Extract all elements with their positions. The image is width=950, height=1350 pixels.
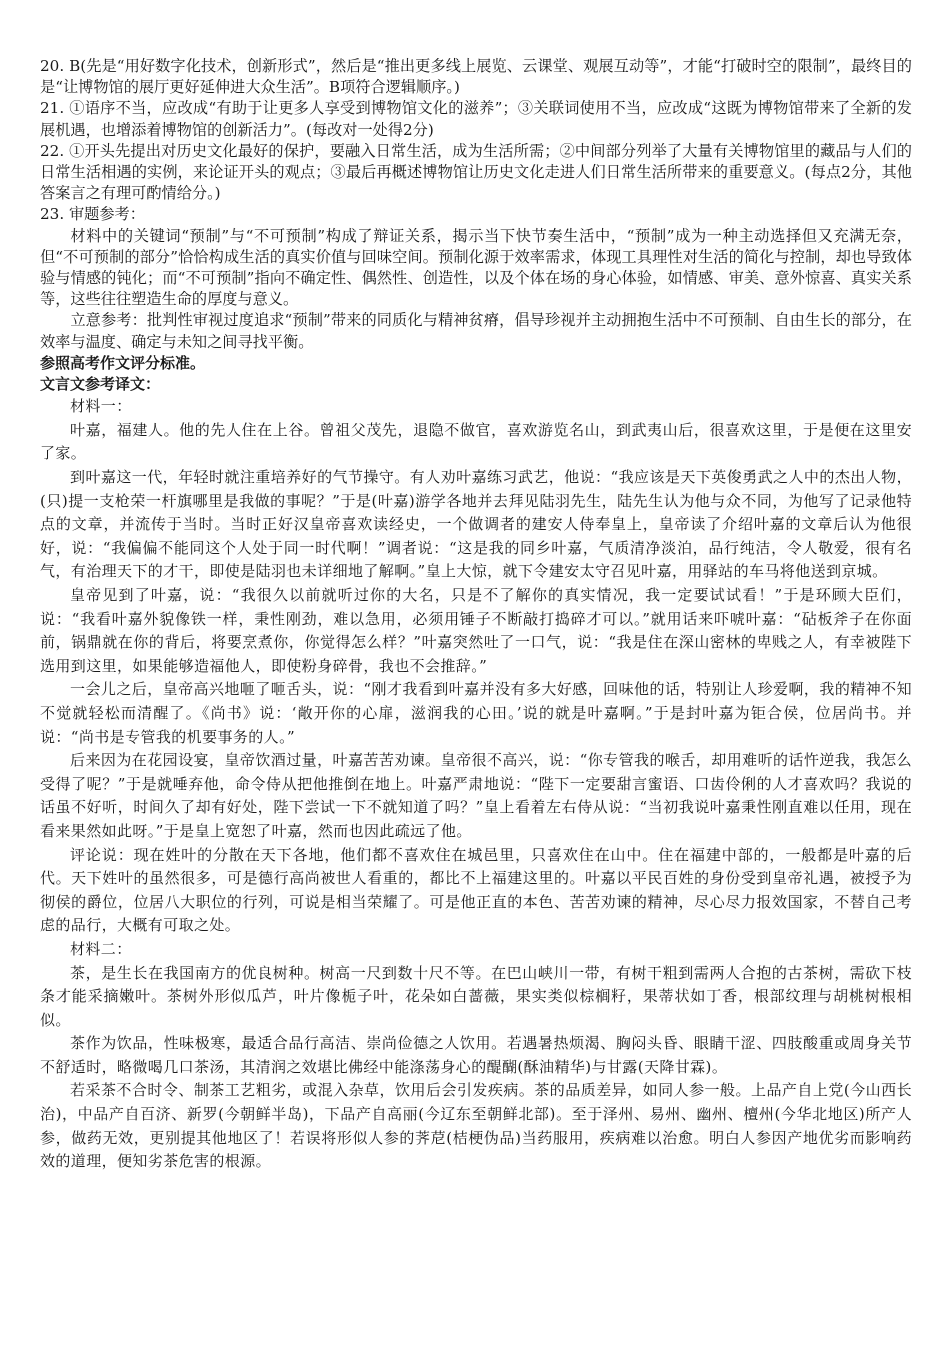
material-2-paragraph: 若采茶不合时令、制茶工艺粗劣，或混入杂草，饮用后会引发疾病。茶的品质差异，如同人参一般。上品产自上党(今山西长治)，中品产自百济、新罗(今朝鲜半岛)，下品产自高丽(今辽东至朝鲜北部)。至于泽州、易州、幽州、檀州(今华北地区)所产人参，做药无效，更别提其他地区了！若误将形似人参的荠苨(桔梗伪品)当药服用，疾病难以治愈。明白人参因产地优劣而影响药效的道理，便知劣茶危害的根源。	[40, 1081, 912, 1171]
answer-23-thesis: 立意参考：批判性审视过度追求“预制”带来的同质化与精神贫瘠，倡导珍视并主动拥抱生活中不可预制、自由生长的部分，在效率与温度、确定与未知之间寻找平衡。	[40, 311, 912, 351]
scoring-note: 参照高考作文评分标准。	[40, 353, 206, 372]
material-2-label: 材料二：	[70, 939, 132, 958]
answer-21: 21. ①语序不当，应改成“有助于让更多人享受到博物馆文化的滋养”；③关联词使用不当，应改成“这既为博物馆带来了全新的发展机遇，也增添着博物馆的创新活力”。(每改对一处得2分)	[40, 99, 912, 139]
answer-23-analysis: 材料中的关键词“预制”与“不可预制”构成了辩证关系，揭示当下快节奏生活中，“预制”成为一种主动选择但又充满无奈，但“不可预制的部分”恰恰构成生活的真实价值与回味空间。预制化源于效率需求，体现工具理性对生活的简化与控制，却也导致体验与情感的钝化；而“不可预制”指向不确定性、偶然性、创造性，以及个体在场的身心体验，如情感、审美、意外惊喜、真实关系等，这些往往塑造生命的厚度与意义。	[40, 226, 912, 309]
answer-20: 20. B(先是“用好数字化技术，创新形式”，然后是“推出更多线上展览、云课堂、观展互动等”，才能“打破时空的限制”，最终目的是“让博物馆的展厅更好延伸进大众生活”。B项符合逻辑顺序。)	[40, 57, 912, 97]
material-1-paragraph: 皇帝见到了叶嘉，说：“我很久以前就听过你的大名，只是不了解你的真实情况，我一定要试试看！”于是环顾大臣们，说：“我看叶嘉外貌像铁一样，秉性刚劲，难以急用，必须用锤子不断敲打捣碎才可以。”就用话来吓唬叶嘉：“砧板斧子在你面前，锅鼎就在你的背后，将要烹煮你，你觉得怎么样？”叶嘉突然吐了一口气，说：“我是住在深山密林的卑贱之人，有幸被陛下选用到这里，如果能够造福他人，即使粉身碎骨，我也不会推辞。”	[40, 586, 912, 675]
material-2-paragraph: 茶，是生长在我国南方的优良树种。树高一尺到数十尺不等。在巴山峡川一带，有树干粗到需两人合抱的古茶树，需砍下枝条才能采摘嫩叶。茶树外形似瓜芦，叶片像栀子叶，花朵如白蔷薇，果实类似棕榈籽，果蒂状如丁香，根部纹理与胡桃树根相似。	[40, 963, 912, 1029]
material-2-paragraph: 茶作为饮品，性味极寒，最适合品行高洁、崇尚俭德之人饮用。若遇暑热烦渴、胸闷头昏、眼睛干涩、四肢酸重或周身关节不舒适时，略微喝几口茶汤，其清润之效堪比佛经中能涤荡身心的醍醐(酥油精华)与甘露(天降甘霖)。	[40, 1034, 912, 1076]
material-1-label: 材料一：	[70, 397, 132, 416]
material-1-paragraph: 后来因为在花园设宴，皇帝饮酒过量，叶嘉苦苦劝谏。皇帝很不高兴，说：“你专管我的喉舌，却用难听的话忤逆我，我怎么受得了呢？”于是就唾弃他，命令侍从把他推倒在地上。叶嘉严肃地说：“陛下一定要甜言蜜语、口齿伶俐的人才喜欢吗？我说的话虽不好听，时间久了却有好处，陛下尝试一下不就知道了吗？”皇上看着左右侍从说：“当初我说叶嘉秉性刚直难以任用，现在看来果然如此呀。”于是皇上宽恕了叶嘉，然而也因此疏远了他。	[40, 751, 912, 840]
material-1-paragraph: 到叶嘉这一代，年轻时就注重培养好的气节操守。有人劝叶嘉练习武艺，他说：“我应该是天下英俊勇武之人中的杰出人物，(只)提一支枪荣一杆旗哪里是我做的事呢？”于是(叶嘉)游学各地并去拜见陆羽先生，陆先生认为他与众不同，为他写了记录他特点的文章，并流传于当时。当时正好汉皇帝喜欢读经史，一个做调者的建安人侍奉皇上，皇帝读了介绍叶嘉的文章后认为他很好，说：“我偏偏不能同这个人处于同一时代啊！”调者说：“这是我的同乡叶嘉，气质清净淡泊，品行纯洁，令人敬爱，很有名气，有治理天下的才干，即使是陆羽也未详细地了解啊。”皇上大惊，就下令建安太守召见叶嘉，用驿站的车马将他送到京城。	[40, 468, 912, 581]
material-1-commentary: 评论说：现在姓叶的分散在天下各地，他们都不喜欢住在城邑里，只喜欢住在山中。住在福建中部的，一般都是叶嘉的后代。天下姓叶的虽然很多，可是德行高尚被世人看重的，都比不上福建这里的。叶嘉以平民百姓的身份受到皇帝礼遇，被授予为彻侯的爵位，位居八大职位的行列，可说是相当荣耀了。可是他正直的本色、苦苦劝谏的精神，尽心尽力报效国家，不替自己考虑的品行，大概有可取之处。	[40, 845, 912, 935]
answer-23-heading: 23. 审题参考：	[40, 205, 145, 224]
translation-section	[40, 374, 912, 1174]
material-1-paragraph: 一会儿之后，皇帝高兴地咂了咂舌头，说：“刚才我看到叶嘉并没有多大好感，回味他的话，特别让人珍爱啊，我的精神不知不觉就轻松而清醒了。《尚书》说：‘敞开你的心扉，滋润我的心田。’说的就是叶嘉啊。”于是封叶嘉为钜合侯，位居尚书。并说：“尚书是专管我的机要事务的人。”	[40, 680, 912, 746]
answer-section	[40, 56, 912, 374]
answer-22: 22. ①开头先提出对历史文化最好的保护，要融入日常生活，成为生活所需；②中间部分列举了大量有关博物馆里的藏品与人们的日常生活相遇的实例，来论证开头的观点；③最后再概述博物馆让历史文化走进人们日常生活所带来的重要意义。(每点2分，其他答案言之有理可酌情给分。)	[40, 141, 912, 203]
translation-heading: 文言文参考译文：	[40, 375, 161, 394]
material-1-paragraph: 叶嘉，福建人。他的先人住在上谷。曾祖父茂先，退隐不做官，喜欢游览名山，到武夷山后，很喜欢这里，于是便在这里安了家。	[40, 420, 912, 463]
